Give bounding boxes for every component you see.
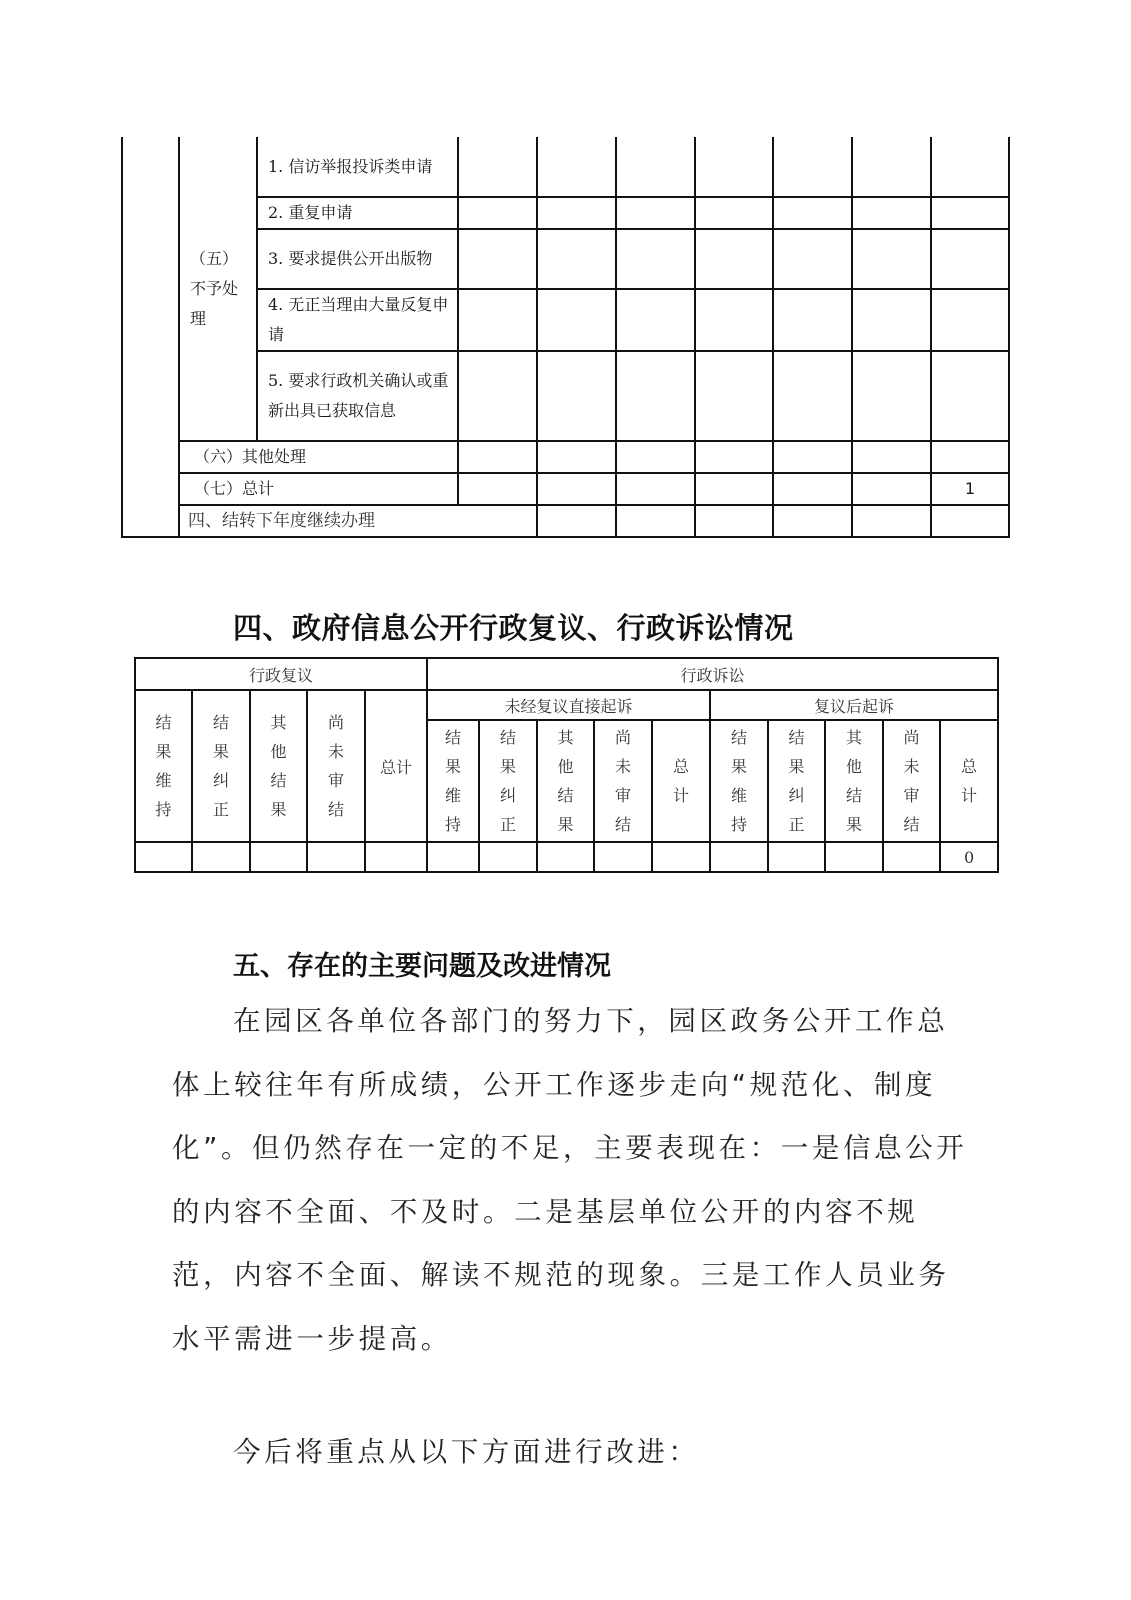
value-cell <box>458 473 537 505</box>
value-cell <box>458 289 537 351</box>
column-header: 结果维持 <box>135 690 192 842</box>
value-cell <box>773 197 852 229</box>
value-cell <box>695 473 773 505</box>
value-cell <box>773 505 852 537</box>
column-header: 尚未审结 <box>307 690 365 842</box>
value-cell <box>365 842 427 872</box>
column-header: 其他结果 <box>250 690 307 842</box>
value-cell <box>768 842 825 872</box>
column-header: 总计 <box>652 720 710 842</box>
value-cell <box>537 229 616 289</box>
value-cell <box>695 505 773 537</box>
row-label: 3. 要求提供公开出版物 <box>257 229 458 289</box>
value-cell <box>458 137 537 197</box>
direct-suit-header: 未经复议直接起诉 <box>427 690 710 720</box>
row-label: 1. 信访举报投诉类申请 <box>257 137 458 197</box>
header-row <box>135 658 998 690</box>
value-cell <box>537 473 616 505</box>
value-cell <box>931 229 1009 289</box>
value-cell <box>773 441 852 473</box>
column-header: 结果纠正 <box>479 720 537 842</box>
value-cell <box>773 137 852 197</box>
value-cell <box>773 473 852 505</box>
row-label: 四、结转下年度继续办理 <box>179 505 537 537</box>
column-header: 结果维持 <box>710 720 768 842</box>
column-header: 结果维持 <box>427 720 479 842</box>
value-cell <box>537 441 616 473</box>
review-litigation-table <box>134 657 999 873</box>
value-cell <box>427 842 479 872</box>
value-cell <box>773 229 852 289</box>
value-cell <box>616 441 695 473</box>
value-cell <box>695 137 773 197</box>
table-row <box>122 473 1009 505</box>
row-label: （七）总计 <box>179 473 458 505</box>
value-cell <box>852 505 931 537</box>
outer-group-cell <box>122 137 179 537</box>
value-cell <box>250 842 307 872</box>
row-label: 4. 无正当理由大量反复申请 <box>257 289 458 351</box>
value-cell <box>852 229 931 289</box>
value-cell <box>931 351 1009 441</box>
value-cell <box>852 351 931 441</box>
value-cell <box>695 289 773 351</box>
column-header: 结果纠正 <box>192 690 250 842</box>
row-label: 2. 重复申请 <box>257 197 458 229</box>
value-cell <box>537 137 616 197</box>
table-row <box>122 137 1009 197</box>
value-cell <box>616 289 695 351</box>
group-label: （五）不予处理 <box>190 248 239 328</box>
value-cell <box>616 505 695 537</box>
value-cell <box>931 197 1009 229</box>
value-cell <box>458 229 537 289</box>
value-cell <box>537 289 616 351</box>
header-row <box>135 690 998 720</box>
value-cell <box>616 197 695 229</box>
value-cell <box>825 842 883 872</box>
value-cell <box>307 842 365 872</box>
section-5-heading: 五、存在的主要问题及改进情况 <box>233 951 611 982</box>
column-header: 其他结果 <box>825 720 883 842</box>
value-cell <box>852 441 931 473</box>
value-cell <box>883 842 940 872</box>
value-cell <box>773 289 852 351</box>
value-cell <box>192 842 250 872</box>
group-label-cell <box>179 137 257 441</box>
value-cell <box>458 351 537 441</box>
after-review-header: 复议后起诉 <box>710 690 998 720</box>
value-cell <box>931 505 1009 537</box>
value-cell <box>931 441 1009 473</box>
column-header: 总计 <box>365 690 427 842</box>
value-cell <box>616 351 695 441</box>
value-cell <box>852 473 931 505</box>
value-cell <box>852 197 931 229</box>
improvements-intro-paragraph: 今后将重点从以下方面进行改进： <box>233 1436 700 1468</box>
value-cell <box>616 137 695 197</box>
total-value-cell: 0 <box>940 842 998 872</box>
value-cell <box>537 842 594 872</box>
table-row <box>122 441 1009 473</box>
row-label: （六）其他处理 <box>179 441 458 473</box>
value-cell <box>695 441 773 473</box>
value-cell <box>537 351 616 441</box>
data-row <box>135 842 998 872</box>
value-cell <box>773 351 852 441</box>
value-cell <box>931 137 1009 197</box>
value-cell <box>458 197 537 229</box>
value-cell <box>695 197 773 229</box>
value-cell <box>135 842 192 872</box>
review-header: 行政复议 <box>135 658 427 690</box>
value-cell <box>479 842 537 872</box>
value-cell <box>616 473 695 505</box>
value-cell <box>537 197 616 229</box>
problems-paragraph: 在园区各单位各部门的努力下，园区政务公开工作总体上较往年有所成绩，公开工作逐步走向“规范化、制度化”。但仍然存在一定的不足，主要表现在：一是信息公开的内容不全面、不及时。二是基层单位公开的内容不规范，内容不全面、解读不规范的现象。三是工作人员业务水平需进一步提高。 <box>172 1005 968 1355</box>
value-cell <box>695 351 773 441</box>
column-header: 结果纠正 <box>768 720 825 842</box>
value-cell <box>594 842 652 872</box>
application-handling-table <box>121 137 1010 538</box>
value-cell <box>695 229 773 289</box>
value-cell <box>852 137 931 197</box>
table-row <box>122 505 1009 537</box>
section-4-heading: 四、政府信息公开行政复议、行政诉讼情况 <box>233 611 794 645</box>
value-cell <box>931 289 1009 351</box>
value-cell <box>710 842 768 872</box>
value-cell <box>537 505 616 537</box>
total-value-cell: 1 <box>931 473 1009 505</box>
column-header: 尚未审结 <box>594 720 652 842</box>
column-header: 其他结果 <box>537 720 594 842</box>
column-header: 尚未审结 <box>883 720 940 842</box>
row-label: 5. 要求行政机关确认或重新出具已获取信息 <box>257 351 458 441</box>
value-cell <box>852 289 931 351</box>
value-cell <box>458 441 537 473</box>
value-cell <box>652 842 710 872</box>
column-header: 总计 <box>940 720 998 842</box>
litigation-header: 行政诉讼 <box>427 658 998 690</box>
value-cell <box>616 229 695 289</box>
